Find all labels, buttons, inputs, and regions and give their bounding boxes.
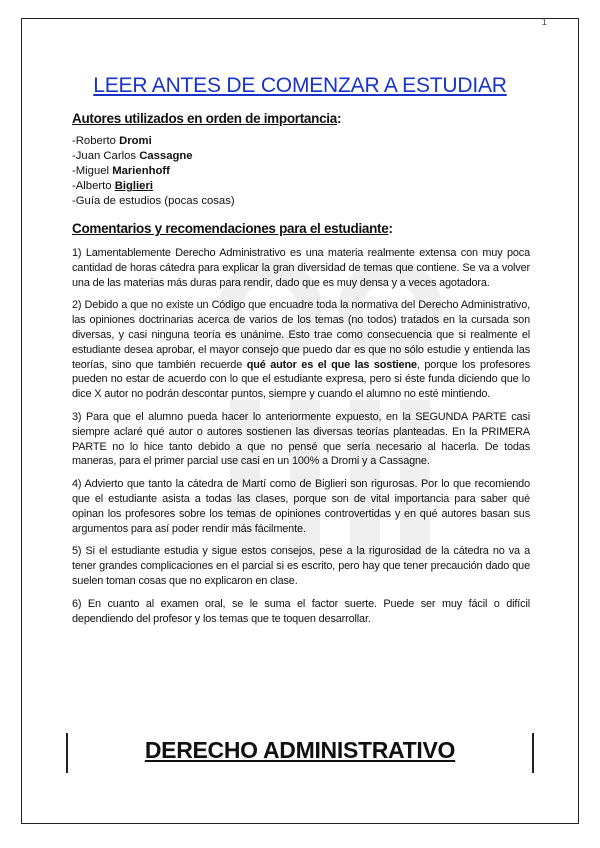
list-item: -Miguel Marienhoff xyxy=(72,165,170,177)
authors-heading: Autores utilizados en orden de importancia: xyxy=(72,111,342,126)
page-number: 1 xyxy=(541,17,547,28)
paragraph-6: 6) En cuanto al examen oral, se le suma el factor suerte. Puede ser muy fácil o difícil dependiendo del profesor y los temas que te toquen desarrollar. xyxy=(72,597,530,625)
paragraph-1: 1) Lamentablemente Derecho Administrativo es una materia realmente extensa con muy poca cantidad de horas cátedra para explicar la gran diversidad de temas que contiene. Se va a volver una de las materias más duras para rendir, dado que es muy densa y a veces agotadora. xyxy=(72,247,530,289)
comments-heading: Comentarios y recomendaciones para el estudiante: xyxy=(72,221,393,236)
list-item: -Juan Carlos Cassagne xyxy=(72,150,193,162)
footer-title: DERECHO ADMINISTRATIVO xyxy=(144,737,456,763)
list-item: -Guía de estudios (pocas cosas) xyxy=(72,195,235,207)
paragraph-2: 2) Debido a que no existe un Código que encuadre toda la normativa del Derecho Administrativo, las opiniones doctrinarias acerca de varios de los temas (no todos) tratados en la cursada son diversas, y casi ninguna teoría es unánime. Esto trae como consecuencia que si realmente el estudiante desea aprobar, el mayor consejo que puedo dar es que no sólo estudie y entienda las teorías, sino que también recuerde qué autor es el que las sostiene, porque los profesores pueden no estar de acuerdo con lo que el estudiante expresa, pero si éste funda diciendo que lo dice X autor no podrán descontar puntos, siempre y cuando el alumno no esté mintiendo. xyxy=(72,299,530,401)
authors-list xyxy=(72,134,530,209)
list-item: -Roberto Dromi xyxy=(72,135,152,147)
paragraph-3: 3) Para que el alumno pueda hacer lo anteriormente expuesto, en la SEGUNDA PARTE casi siempre aclaré qué autor o autores sostienen las diversas teorías planteadas. En la PRIMERA PARTE no lo hice tanto debido a que no pensé que sería necesario al hacerla. De todas maneras, para el primer parcial use casi en un 100% a Dromi y a Cassagne. xyxy=(72,410,530,468)
comments-list xyxy=(72,246,530,626)
paragraph-4: 4) Advierto que tanto la cátedra de Martí como de Biglieri son rigurosas. Por lo que recomiendo que el estudiante asista a todas las clases, porque son de vital importancia para saber qué opinan los profesores sobre los temas de opiniones controvertidas y en qué autores basan sus argumentos para así poder rendir más fácilmente. xyxy=(72,478,530,535)
paragraph-5: 5) Si el estudiante estudia y sigue estos consejos, pese a la rigurosidad de la cátedra no va a tener grandes complicaciones en el parcial si es escrito, pero hay que tener precaución dado que suelen toman cosas que no explicaron en clase. xyxy=(72,545,530,587)
page-title: LEER ANTES DE COMENZAR A ESTUDIAR xyxy=(93,74,507,97)
list-item: -Alberto Biglieri xyxy=(72,180,153,192)
main-content xyxy=(72,111,530,634)
